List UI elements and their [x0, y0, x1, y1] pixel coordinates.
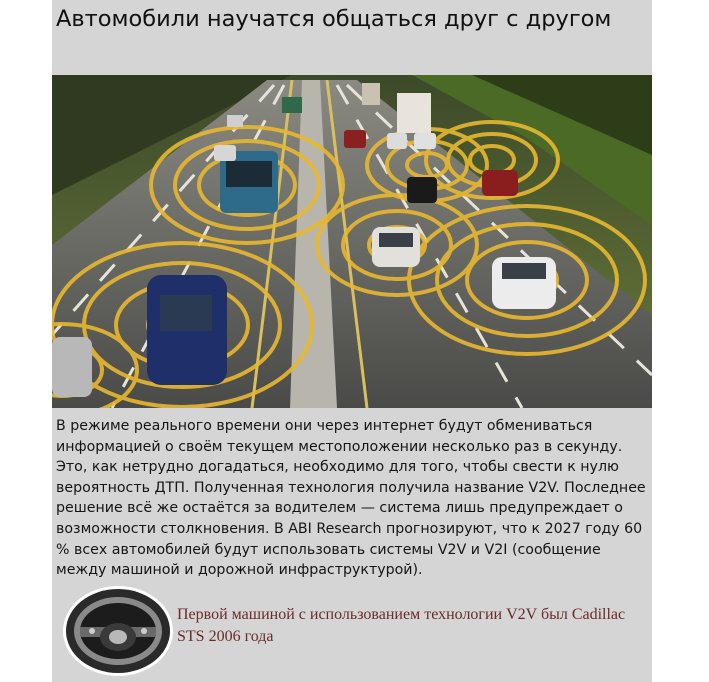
steering-wheel-image — [62, 585, 174, 677]
article-body: В режиме реального времени они через интернет будут обмениваться информацией о своём текущем местоположении несколько раз в секунду. Это, как нетрудно догадаться, необходимо для того, чтобы свести к нулю вероятность ДТП. Полученная технология получила название V2V. Последнее решение всё же остаётся за водителем — система лишь предупреждает о возможности столкновения. В ABI Research прогнозируют, что к 2027 году 60 % всех автомобилей будут использовать системы V2V и V2I (сообщение между машиной и дорожной инфраструктурой). — [56, 418, 646, 579]
highway-photo — [52, 75, 652, 408]
article-title: Автомобили научатся общаться друг с другом — [56, 6, 612, 32]
image-caption: Первой машиной с использованием технологии V2V был Cadillac STS 2006 года — [177, 606, 626, 645]
